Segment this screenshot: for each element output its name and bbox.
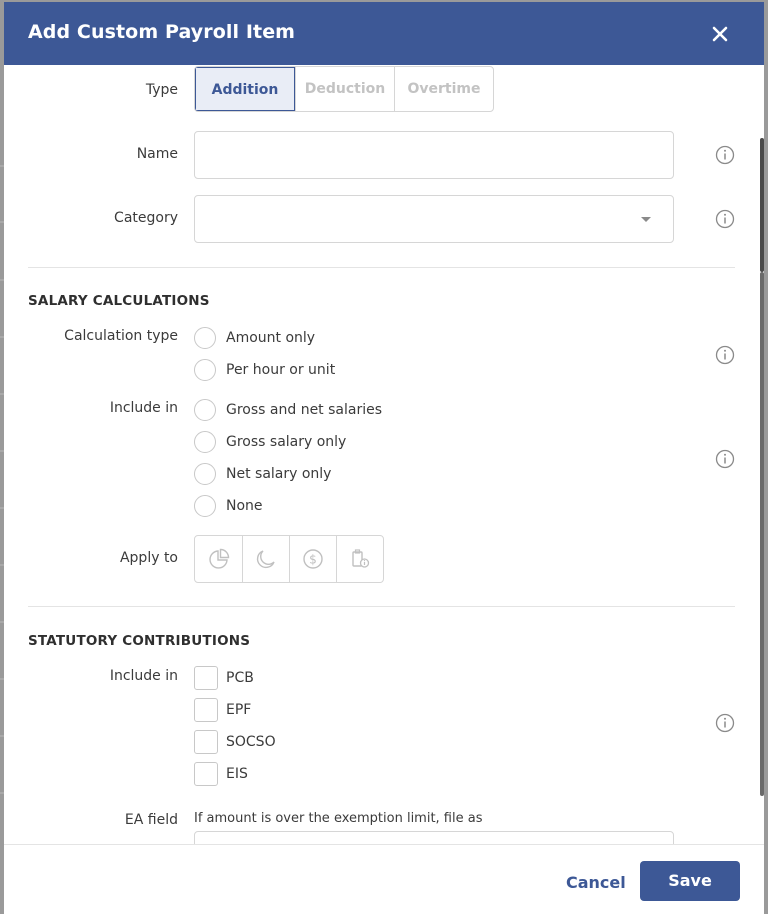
- include-none[interactable]: [194, 493, 263, 519]
- radio-button[interactable]: [194, 463, 216, 485]
- include-pcb[interactable]: [194, 665, 254, 691]
- cancel-button[interactable]: Cancel: [566, 873, 626, 892]
- include-net-only[interactable]: [194, 461, 331, 487]
- svg-text:$: $: [309, 552, 317, 567]
- radio-button[interactable]: [194, 327, 216, 349]
- type-label: Type: [145, 82, 178, 98]
- info-icon[interactable]: [715, 713, 735, 733]
- checkbox[interactable]: [194, 698, 218, 722]
- option-label: Gross salary only: [226, 434, 347, 450]
- radio-button[interactable]: [194, 431, 216, 453]
- option-label: Amount only: [226, 330, 316, 346]
- ea-field-select[interactable]: [194, 831, 674, 844]
- info-icon[interactable]: [715, 209, 735, 229]
- radio-button[interactable]: [194, 359, 216, 381]
- save-button[interactable]: Save: [640, 861, 740, 901]
- dialog-body[interactable]: [4, 65, 764, 844]
- option-label: PCB: [226, 670, 254, 686]
- option-label: Per hour or unit: [226, 362, 336, 378]
- dialog-header: [4, 2, 764, 65]
- option-label: EPF: [226, 702, 252, 718]
- apply-to-selector: [194, 535, 384, 583]
- name-input[interactable]: [194, 131, 674, 179]
- statutory-include-in-label: Include in: [109, 668, 178, 684]
- option-label: None: [226, 498, 263, 514]
- caret-down-icon: [641, 217, 651, 222]
- checkbox[interactable]: [194, 730, 218, 754]
- dialog-title: Add Custom Payroll Item: [28, 21, 296, 43]
- include-eis[interactable]: [194, 761, 248, 787]
- checkbox[interactable]: [194, 666, 218, 690]
- calc-type-per-hour[interactable]: [194, 357, 335, 383]
- category-label: Category: [114, 210, 178, 226]
- dollar-circle-icon[interactable]: [289, 536, 336, 582]
- include-socso[interactable]: [194, 729, 276, 755]
- ea-field-hint: If amount is over the exemption limit, file as: [194, 811, 483, 826]
- option-label: EIS: [226, 766, 248, 782]
- calculation-type-label: Calculation type: [64, 328, 178, 344]
- moon-icon[interactable]: [242, 536, 289, 582]
- type-option-deduction[interactable]: Deduction: [295, 67, 394, 111]
- name-label: Name: [136, 146, 178, 162]
- include-in-label: Include in: [109, 400, 178, 416]
- info-icon[interactable]: [715, 145, 735, 165]
- close-icon[interactable]: [706, 20, 734, 48]
- info-icon[interactable]: [715, 345, 735, 365]
- checkbox[interactable]: [194, 762, 218, 786]
- option-label: Gross and net salaries: [226, 402, 383, 418]
- statutory-contributions-heading: STATUTORY CONTRIBUTIONS: [28, 633, 251, 649]
- add-payroll-item-dialog: [4, 2, 764, 914]
- category-select[interactable]: [194, 195, 674, 243]
- scrollbar-track[interactable]: [760, 272, 764, 796]
- option-label: SOCSO: [226, 734, 276, 750]
- type-option-addition[interactable]: Addition: [195, 67, 295, 111]
- include-epf[interactable]: [194, 697, 251, 723]
- type-option-overtime[interactable]: Overtime: [394, 67, 493, 111]
- section-divider: [28, 267, 735, 268]
- radio-button[interactable]: [194, 495, 216, 517]
- calc-type-amount-only[interactable]: [194, 325, 315, 351]
- include-gross-and-net[interactable]: [194, 397, 382, 423]
- clipboard-info-icon[interactable]: [336, 536, 383, 582]
- include-gross-only[interactable]: [194, 429, 346, 455]
- apply-to-label: Apply to: [119, 550, 178, 566]
- radio-button[interactable]: [194, 399, 216, 421]
- scrollbar-thumb[interactable]: [760, 138, 764, 272]
- type-selector: [194, 66, 494, 112]
- section-divider: [28, 606, 735, 607]
- pie-chart-icon[interactable]: [195, 536, 242, 582]
- option-label: Net salary only: [226, 466, 332, 482]
- salary-calculations-heading: SALARY CALCULATIONS: [28, 293, 210, 309]
- ea-field-label: EA field: [124, 812, 178, 828]
- info-icon[interactable]: [715, 449, 735, 469]
- dialog-footer: [4, 844, 764, 914]
